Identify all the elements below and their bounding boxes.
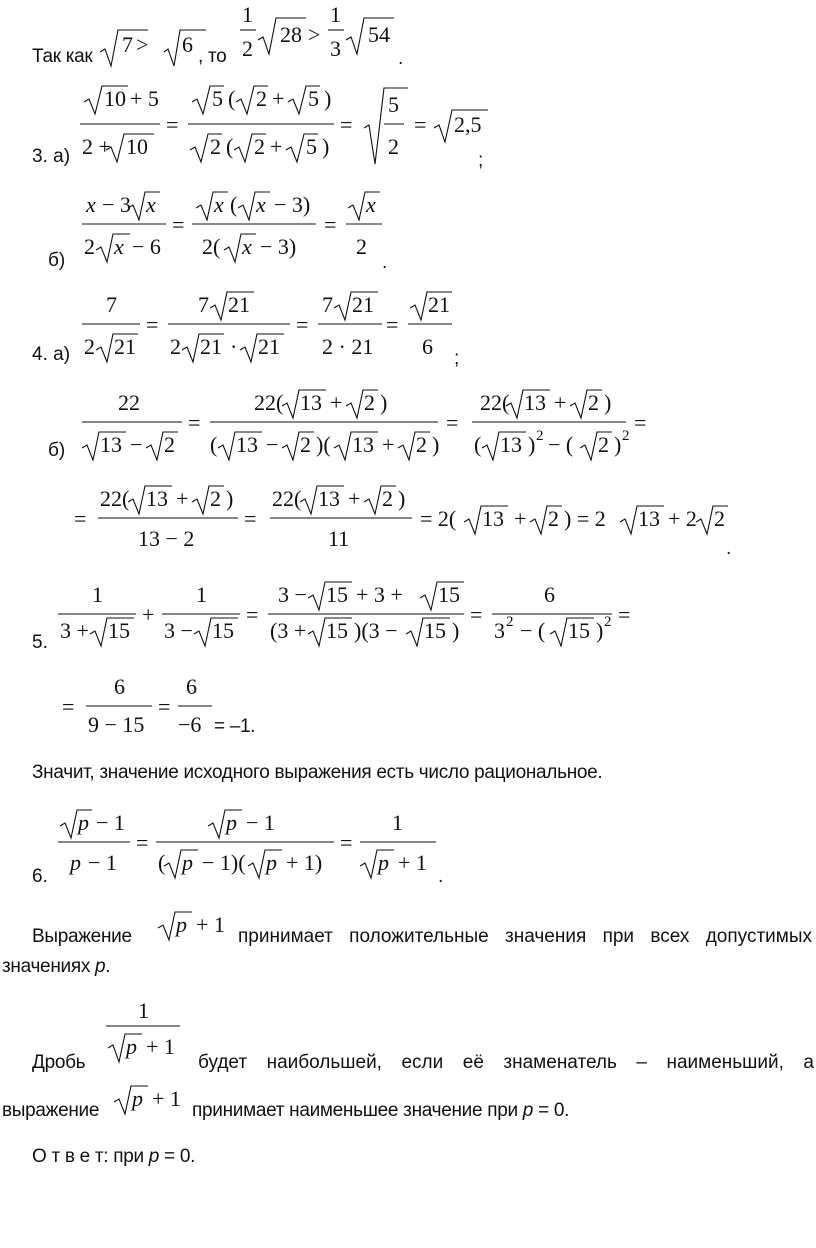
svg-text:=: = [244,506,257,531]
ex3a-f3-num: 5 [388,92,399,117]
svg-text:=: = [158,694,171,719]
svg-text:=: = [414,112,427,137]
ex6-f1-den-a: p [70,850,81,875]
ex4b-f2-den-h: 2 [416,432,427,457]
ex4b-f3-num-b: 13 [524,390,546,415]
answer-var: p [148,1146,160,1167]
ex5-r2-f1-num: 6 [114,674,125,699]
svg-text:=: = [172,212,185,237]
ex4b-f3-den-f: ) [614,432,622,457]
svg-text:+: + [142,602,155,627]
ex6-f3-den-b: + 1 [398,850,427,875]
answer-prefix: О т в е т: при [32,1146,144,1167]
para2-expr-a: p [132,1086,143,1111]
ex4b-f3-den-e: 2 [598,432,609,457]
ex3b-f1-den-c: − 6 [132,234,161,259]
ex4b-r2-f2-num-b: 13 [318,486,340,511]
svg-text:=: = [136,830,149,855]
ex4b-f2-num-a: 22( [254,390,284,415]
svg-text:): ) [324,86,332,111]
ex4a-label: 4. а) [32,344,71,365]
ineq2-op: > [308,22,321,47]
ex4b-f1-num: 22 [118,390,140,415]
ex5-f2-num: 1 [196,582,207,607]
ex5-f3-num-b: 15 [326,582,348,607]
ex6-f2-den-d: p [266,850,277,875]
ex4a-f2-num-b: 21 [228,292,250,317]
ex4b-end: . [726,538,731,559]
ex4b-f2-den-f: 13 [352,432,374,457]
ex4b-f3-den-d: − ( [548,432,574,457]
ex3a-f2-num-a: 5 [212,86,223,111]
ineq2-c1: 1 [242,2,253,27]
inequality-sqrt7-sqrt6 [98,28,198,72]
para1-rest: принимает положительные значения при всех допустимых [238,926,812,947]
ex3a-f2-num-c: 5 [308,86,319,111]
ex4a-f3-den: 2 · 21 [322,334,374,359]
ex3b-f3-den: 2 [356,234,367,259]
svg-text:=: = [296,312,309,337]
ex5-f2-den-a: 3 − [164,618,193,643]
ex5-f1-den-b: 15 [108,618,130,643]
ex4b-f2-num-c: + [330,390,343,415]
ex3b-f2-den-c: − 3) [260,234,297,259]
ex4b-r2-f1-num-c: + [176,486,189,511]
svg-text:+: + [272,86,285,111]
ex4b-f2-den-b: 13 [236,432,258,457]
ex4b-r2-r-g: + 2 [668,506,697,531]
svg-text:=: = [634,410,647,435]
ineq2-c1d: 2 [242,36,253,61]
ex4b-f2-den-i: ) [432,432,440,457]
ineq2-c2: 1 [330,2,341,27]
para2-line2-b: принимает наименьшее значение при [192,1100,518,1121]
ex5-f4-den-a: 3 [494,618,505,643]
ex3b-f1-den-b: x [114,234,124,259]
ex3a-f1-num-a: 10 [104,86,126,111]
ex6-equation [56,806,440,886]
ex4b-f2-den-a: ( [210,432,218,457]
ex4b-r2-f1-num-b: 13 [146,486,168,511]
ex4b-f1-den-a: 13 [100,432,122,457]
intro-end: . [398,48,403,69]
ex5-f3-den-c: )(3 − [354,618,398,643]
conclusion-text: Значит, значение исходного выражения есть число рациональное. [32,762,603,783]
svg-text:(: ( [230,192,238,217]
ex6-end: . [438,866,443,887]
para1-line2-a: значениях [2,956,91,977]
ex4b-r2-f1-num-d: 2 [210,486,221,511]
ex4a-f2-num-a: 7 [198,292,209,317]
ex4b-r2-f1-num-e: ) [226,486,234,511]
ex5-f4-den-b: − ( [520,618,546,643]
ex5-f3-num-a: 3 − [278,582,307,607]
ex4b-f3-den-pow2: 2 [622,428,630,444]
svg-text:): ) [322,134,330,159]
ex4a-f1-den-a: 2 [84,334,95,359]
ex5-f3-den-a: (3 + [270,618,307,643]
ex4b-r2-f1-num-a: 22( [100,486,130,511]
inequality-sqrt28-sqrt54 [238,0,398,70]
para2-word: Дробь [32,1052,86,1073]
ex3b-equation [78,188,398,268]
ex4a-f2-den-b: 21 [200,334,222,359]
ex4b-f3-num-c: + [554,390,567,415]
ex5-f1-den-a: 3 + [60,618,89,643]
ex4b-r2-f1-den: 13 − 2 [138,526,195,551]
svg-text:=: = [618,602,631,627]
ex6-f2-num-a: p [226,810,237,835]
ex5-r2-f1-den: 9 − 15 [88,712,145,737]
svg-text:(: ( [228,86,236,111]
ex4a-f4-den: 6 [422,334,433,359]
ex5-label: 5. [32,632,48,653]
ex5-f1-num: 1 [92,582,103,607]
ex3a-f2-den-c: 5 [306,134,317,159]
ineq1-a: 7 [122,32,133,57]
ex4b-r2-f2-num-e: ) [398,486,406,511]
ex5-f2-den-b: 15 [212,618,234,643]
ex3b-f1-num-c: x [146,192,156,217]
ex5-f3-den-e: ) [452,618,460,643]
ex3b-f2-num-b: x [256,192,266,217]
ex6-f2-den-c: − 1)( [202,850,246,875]
ex4b-equation-row2 [74,484,734,554]
ex4b-f1-den-c: 2 [164,432,175,457]
svg-text:=: = [74,506,87,531]
ineq2-b: 54 [368,22,390,47]
ex4b-r2-r-h: 2 [714,506,725,531]
ex5-f3-num-c: + 3 + [356,582,403,607]
ex3a-f1-den-a: 2 + [82,134,111,159]
ex3b-f2-num-a: x [214,192,224,217]
ex3a-end: ; [478,150,483,171]
ex6-f2-den-e: + 1) [286,850,323,875]
ex4b-f2-num-b: 13 [300,390,322,415]
ex5-equation-row1 [56,578,646,658]
ex4b-f2-den-d: 2 [300,432,311,457]
ex4b-r2-r-b: 13 [482,506,504,531]
ex3b-f1-num-b: − 3 [102,192,131,217]
ex6-f2-den-b: p [182,850,193,875]
para1-expr-a: p [176,912,187,937]
ex4b-f3-den-c: ) [528,432,536,457]
ex4b-r2-r-d: 2 [548,506,559,531]
ex6-f3-num: 1 [392,810,403,835]
answer-rest: = 0. [164,1146,196,1167]
ex4b-r2-r-c: + [514,506,527,531]
ex5-f4-den-pow1: 2 [506,614,514,630]
ex5-f3-den-d: 15 [424,618,446,643]
ex5-r2-f2-den: −6 [178,712,202,737]
ex4b-f2-num-d: 2 [364,390,375,415]
ex3a-f3-den: 2 [388,134,399,159]
ex6-f3-den-a: p [378,850,389,875]
ex4b-f2-den-e: )( [316,432,331,457]
para2-line2-rest [192,1100,569,1122]
ex5-row2-end: = –1. [214,716,256,737]
ex4b-r2-f2-num-c: + [348,486,361,511]
ex3a-f2-den-a: 2 [210,134,221,159]
ex4b-f3-num-a: 22( [480,390,510,415]
ex3a-f2-num-b: 2 [256,86,267,111]
ex4b-f1-den-b: − [130,432,143,457]
ex5-f4-num: 6 [544,582,555,607]
ineq2-c2d: 3 [330,36,341,61]
ex5-f3-num-d: 15 [438,582,460,607]
ex3b-f2-den-b: x [242,234,252,259]
ex4b-label: б) [48,440,66,461]
para2-frac-den-a: p [126,1034,137,1059]
ex3a-f2-den-b: 2 [254,134,265,159]
ex4b-f2-den-g: + [382,432,395,457]
ex4b-f3-den-a: ( [474,432,482,457]
para1-line2 [2,956,110,978]
svg-text:=: = [470,602,483,627]
ex3a-equation [78,84,498,168]
svg-text:=: = [386,312,399,337]
ex4b-r2-f2-den: 11 [328,526,350,551]
ex3b-f3-num: x [366,192,376,217]
ex3b-f2-num-c: − 3) [274,192,311,217]
ex4b-f3-num-e: ) [604,390,612,415]
svg-text:=: = [340,830,353,855]
ex6-f2-num-b: − 1 [246,810,275,835]
ex4b-f3-den-b: 13 [500,432,522,457]
svg-text:(: ( [226,134,234,159]
para1-line2-var: p [95,956,106,977]
para1-word: Выражение [32,926,132,947]
ex5-f4-den-c: 15 [568,618,590,643]
ex4b-r2-r-e: ) = 2 [564,506,606,531]
ex5-f4-den-d: ) [596,618,604,643]
ex5-f4-den-pow2: 2 [604,614,612,630]
svg-text:=: = [340,112,353,137]
svg-text:=: = [246,602,259,627]
para1-expr-b: + 1 [196,912,225,937]
ex4a-f3-num-b: 21 [352,292,374,317]
ex5-r2-f2-num: 6 [186,674,197,699]
ex4a-equation [78,288,468,368]
answer-line [32,1146,195,1168]
ex4a-f1-den-b: 21 [114,334,136,359]
ex6-label: 6. [32,866,48,887]
para2-line2-a: выражение [2,1100,100,1121]
svg-text:=: = [146,312,159,337]
ex4b-f3-den-pow1: 2 [536,428,544,444]
ex4a-f2-den-dot: · [230,334,238,359]
ex5-equation-row2 [62,674,222,738]
para2-line2-c: = 0. [538,1100,570,1121]
para2-expression [112,1080,188,1120]
ex3b-label: б) [48,250,66,271]
ex4a-f4-num: 21 [428,292,450,317]
para2-frac-num: 1 [138,998,149,1023]
svg-text:=: = [446,410,459,435]
ex4a-f1-num: 7 [106,292,117,317]
ex4a-f2-den-c: 21 [258,334,280,359]
ex3b-end: . [382,252,387,273]
ex4a-f3-num-a: 7 [322,292,333,317]
svg-text:+: + [270,134,283,159]
para2-frac-den-b: + 1 [146,1034,175,1059]
svg-text:=: = [62,694,75,719]
ex3a-f1-den-b: 10 [126,134,148,159]
para1-expression [156,906,232,946]
ex4b-r2-r-a: = 2( [420,506,457,531]
ex3a-result: 2,5 [454,112,482,137]
ex4a-end: ; [454,348,459,369]
ex6-f1-den-b: − 1 [88,850,117,875]
ex3a-label: 3. а) [32,146,71,167]
intro-text-start: Так как [32,46,93,67]
ex4b-f3-num-d: 2 [588,390,599,415]
ex3a-f1-num-b: + 5 [130,86,159,111]
para1-line2-end: . [105,956,111,977]
ex4b-r2-f2-num-d: 2 [382,486,393,511]
intro-text-mid: , то [198,46,227,67]
ex6-f1-num-b: − 1 [96,810,125,835]
ex4b-r2-f2-num-a: 22( [272,486,302,511]
ex4b-equation-row1 [78,386,658,466]
svg-text:=: = [166,112,179,137]
ineq2-a: 28 [280,22,302,47]
ineq1-op: > [136,32,149,57]
para2-rest: будет наибольшей, если её знаменатель – наименьший, а [198,1052,814,1073]
ex4a-f2-den-a: 2 [170,334,181,359]
ex3b-f1-den-a: 2 [84,234,95,259]
para2-expr-b: + 1 [152,1086,181,1111]
ex3b-f1-num-a: x [86,192,96,217]
ex4b-f2-den-c: − [266,432,279,457]
ex4b-f2-num-e: ) [380,390,388,415]
ex5-f3-den-b: 15 [326,618,348,643]
ex6-f1-num-a: p [78,810,89,835]
ineq1-b: 6 [182,32,193,57]
para2-line2-var: p [522,1100,534,1121]
para2-fraction [104,996,184,1072]
ex3b-f2-den-a: 2( [202,234,221,259]
ex6-f2-den-a: ( [158,850,166,875]
svg-text:=: = [188,410,201,435]
svg-text:=: = [324,212,337,237]
ex4b-r2-r-f: 13 [638,506,660,531]
